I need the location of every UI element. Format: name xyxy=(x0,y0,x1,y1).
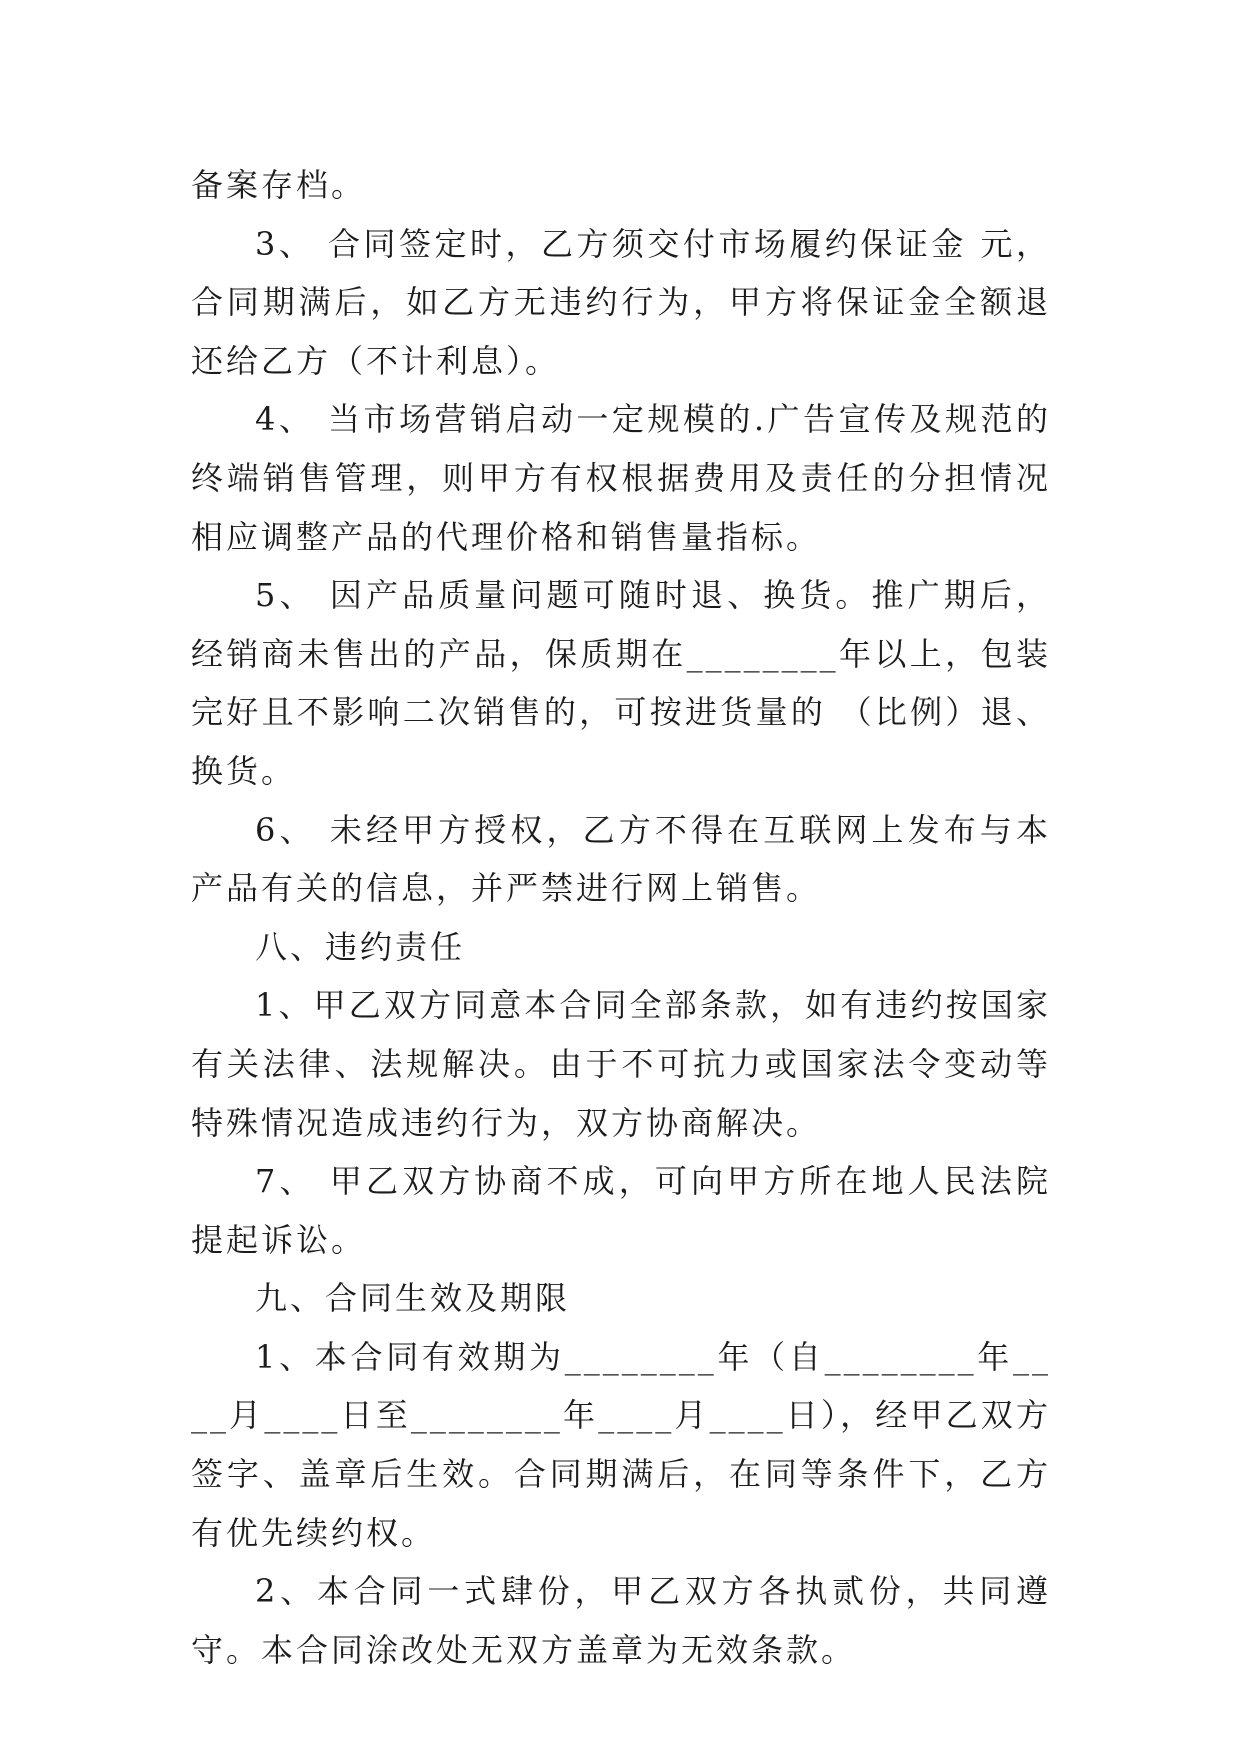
section-heading-term: 九、合同生效及期限 xyxy=(255,1279,571,1318)
paragraph-clause-7-litigation: 7、 甲乙双方协商不成，可向甲方所在地人民法院提起诉讼。 xyxy=(191,1162,1051,1259)
paragraph-filing: 备案存档。 xyxy=(191,166,367,204)
paragraph-clause-6-internet: 6、 未经甲方授权，乙方不得在互联网上发布与本产品有关的信息，并严禁进行网上销售。 xyxy=(191,810,1051,908)
paragraph-term-clause-2: 2、本合同一式肆份，甲乙双方各执贰份，共同遵守。本合同涂改处无双方盖章为无效条款。 xyxy=(191,1572,1051,1669)
paragraph-clause-5-returns: 5、 因产品质量问题可随时退、换货。推广期后，经销商未售出的产品，保质期在________年以上，包装完好且不影响二次销售的，可按进货量的 （比例）退、换货。 xyxy=(191,576,1051,790)
paragraph-clause-4-pricing: 4、 当市场营销启动一定规模的.广告宣传及规范的终端销售管理，则甲方有权根据费用及责任的分担情况相应调整产品的代理价格和销售量指标。 xyxy=(191,400,1051,556)
section-heading-breach: 八、违约责任 xyxy=(255,927,466,966)
contract-body xyxy=(191,156,1051,1679)
paragraph-breach-clause-1: 1、甲乙双方同意本合同全部条款，如有违约按国家有关法律、法规解决。由于不可抗力或国家法令变动等特殊情况造成违约行为，双方协商解决。 xyxy=(191,986,1051,1142)
paragraph-term-clause-1: 1、本合同有效期为________年（自________年____月____日至________年____月____日），经甲乙双方签字、盖章后生效。合同期满后，在同等条件下，乙方有优先续约权。 xyxy=(191,1337,1051,1552)
paragraph-clause-3-deposit: 3、 合同签定时，乙方须交付市场履约保证金 元，合同期满后，如乙方无违约行为，甲方将保证金全额退还给乙方（不计利息）。 xyxy=(191,224,1051,380)
